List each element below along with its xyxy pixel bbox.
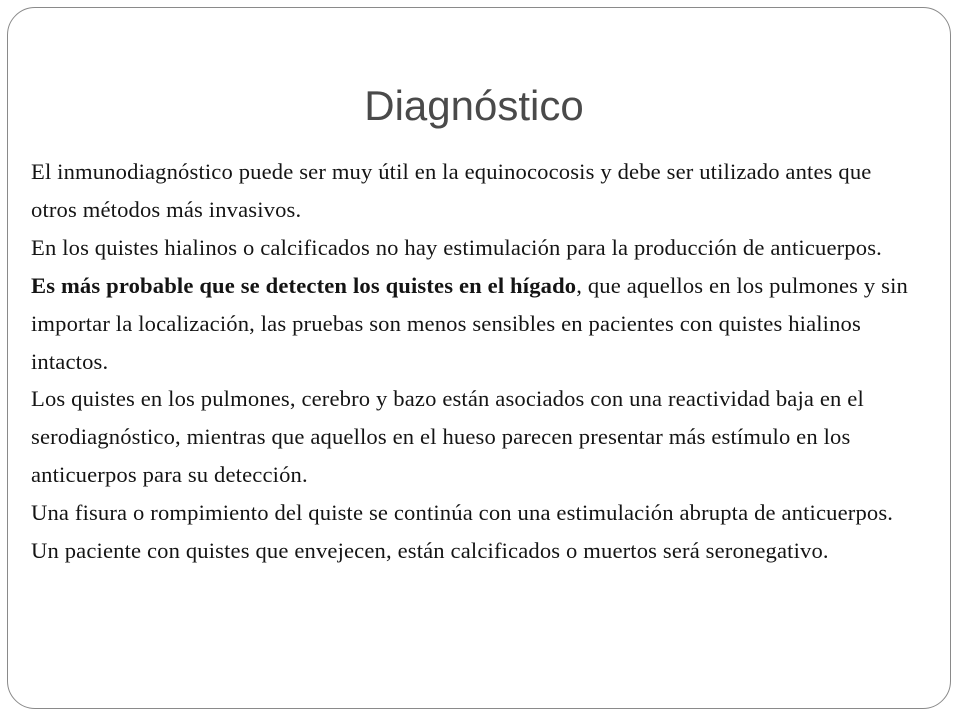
- paragraph-2-text: En los quistes hialinos o calcificados no hay estimulación para la producción de anticuerpos.: [31, 234, 882, 260]
- slide-title: Diagnóstico: [364, 82, 584, 129]
- slide-body: [31, 153, 911, 570]
- paragraph-2: [31, 229, 911, 267]
- paragraph-6: [31, 532, 911, 570]
- paragraph-3: [31, 267, 911, 381]
- paragraph-5: [31, 494, 911, 532]
- paragraph-1: [31, 153, 911, 229]
- paragraph-1-text: El inmunodiagnóstico puede ser muy útil en la equinococosis y debe ser utilizado antes que otros métodos más invasivos.: [31, 159, 872, 222]
- paragraph-3-bold-text: Es más probable que se detecten los quistes en el hígado: [31, 272, 577, 298]
- paragraph-3-text: , que aquellos en los pulmones y sin importar la localización, las pruebas son menos sensibles en pacientes con quistes hialinos intactos.: [31, 272, 908, 374]
- paragraph-4-text: Los quistes en los pulmones, cerebro y bazo están asociados con una reactividad baja en el serodiagnóstico, mientras que aquellos en el hueso parecen presentar más estímulo en los anticuerpos para su detección.: [31, 386, 864, 488]
- paragraph-5-text: Una fisura o rompimiento del quiste se continúa con una estimulación abrupta de anticuerpos.: [31, 500, 894, 526]
- paragraph-6-text: Un paciente con quistes que envejecen, están calcificados o muertos será seronegativo.: [31, 538, 829, 564]
- paragraph-4: [31, 380, 911, 494]
